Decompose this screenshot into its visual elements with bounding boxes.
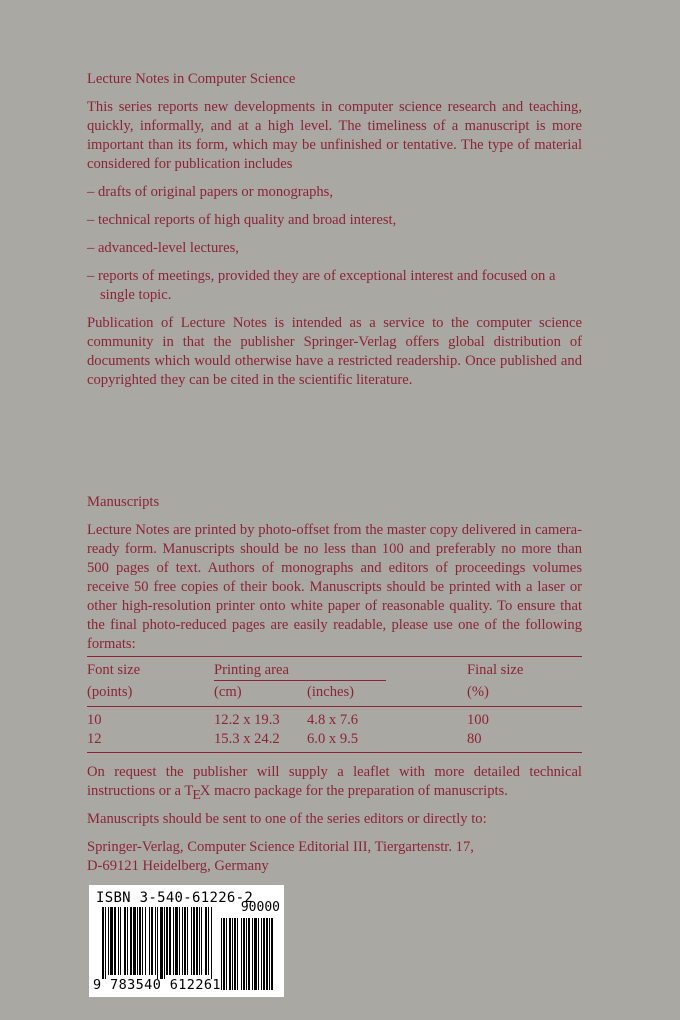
addon-bar — [258, 918, 259, 990]
table-row — [87, 730, 582, 749]
cell-inches: 6.0 x 9.5 — [307, 731, 359, 747]
barcode-bar — [199, 907, 200, 975]
manuscripts-title: Manuscripts — [87, 494, 160, 510]
barcode-bar — [145, 907, 146, 975]
barcode-bar — [211, 907, 212, 979]
table-bottom-rule — [87, 752, 582, 753]
barcode-bar — [108, 907, 109, 975]
addon-bar — [271, 918, 273, 990]
barcode-bar — [196, 907, 198, 975]
addon-bar — [269, 918, 270, 990]
addon-bar — [229, 918, 231, 990]
manuscripts-paragraph: Lecture Notes are printed by photo-offset from the master copy delivered in camera-ready form. Manuscripts should be no less than 100 and preferably no more than 500 pages of text. Authors of monographs and editors of proceedings volumes receive 50 free copies of their book. Manuscripts should be printed with a laser or other high-resolution printer onto white paper of reasonable quality. To ensure that the final photo-reduced pages are easily readable, please use one of the following formats: — [87, 522, 582, 652]
list-item: – drafts of original papers or monographs, — [87, 184, 334, 200]
formats-table — [87, 661, 582, 702]
addon-bar — [263, 918, 265, 990]
addon-bar — [246, 918, 247, 990]
ean-number: 9 783540 612261 — [93, 977, 221, 993]
barcode-bar — [155, 907, 156, 975]
list-item: – technical reports of high quality and broad interest, — [87, 212, 397, 228]
barcode-bar — [201, 907, 202, 975]
barcode-bar — [173, 907, 174, 975]
request-text-after: macro package for the preparation of manuscripts. — [210, 783, 508, 799]
barcode-bar — [160, 907, 163, 979]
tex-logo — [184, 783, 211, 803]
list-item: – advanced-level lectures, — [87, 240, 239, 256]
barcode-bar — [142, 907, 143, 975]
header-final-size: Final size — [467, 662, 524, 678]
barcode-bar — [127, 907, 128, 975]
addon-bar — [232, 918, 233, 990]
isbn-number: ISBN 3-540-61226-2 — [96, 890, 254, 906]
cell-final: 100 — [467, 712, 489, 728]
tex-e: E — [192, 788, 201, 803]
barcode-bar — [114, 907, 116, 975]
request-paragraph — [87, 763, 582, 801]
barcode-bar — [179, 907, 180, 975]
addon-bar — [266, 918, 268, 990]
barcode-bar — [208, 907, 209, 975]
formats-table-body — [87, 711, 582, 749]
addon-bar — [252, 918, 253, 990]
address-line-1: Springer-Verlag, Computer Science Editorial III, Tiergartenstr. 17, — [87, 839, 474, 855]
series-intro: This series reports new developments in computer science research and teaching, quickly, informally, and at a high level. The timeliness of a manuscript is more important than its form, which may be unfinished or tentative. The type of material considered for publication includes — [87, 99, 582, 172]
barcode-bar — [110, 907, 113, 975]
barcode-bar — [102, 907, 104, 979]
table-mid-rule — [87, 706, 582, 707]
tex-t: T — [184, 783, 194, 799]
addon-bar — [226, 918, 227, 990]
barcode-bar — [133, 907, 136, 975]
addon-bar — [234, 918, 236, 990]
barcode-bar — [149, 907, 150, 975]
header-inches: (inches) — [307, 684, 355, 700]
header-font-size: Font size — [87, 662, 141, 678]
barcode-bar — [105, 907, 106, 979]
request-text-before: On request the publisher will supply a leaflet with more detailed technical instructions or a — [87, 764, 582, 799]
price-code: 90000 — [240, 900, 280, 915]
cell-cm: 12.2 x 19.3 — [214, 712, 280, 728]
header-percent: (%) — [467, 684, 489, 700]
barcode-bar — [182, 907, 183, 975]
publication-paragraph: Publication of Lecture Notes is intended as a service to the computer science community in that the publisher Springer-Verlag offers global distribution of documents which would otherwise have a restricted readership. Once published and copyrighted they can be cited in the scientific literature. — [87, 315, 582, 388]
addon-bar — [261, 918, 262, 990]
header-cm: (cm) — [214, 684, 242, 700]
header-printing-area-cell — [214, 661, 467, 681]
cell-final: 80 — [467, 731, 482, 747]
barcode-bar — [169, 907, 171, 975]
barcode-bar — [137, 907, 138, 975]
cell-points: 12 — [87, 731, 102, 747]
addon-bar — [248, 918, 250, 990]
barcode-bar — [157, 907, 158, 979]
addon-bar — [243, 918, 245, 990]
barcode-bar — [166, 907, 168, 975]
cell-cm: 15.3 x 24.2 — [214, 731, 280, 747]
table-row — [87, 711, 582, 730]
barcode-bar — [187, 907, 188, 975]
barcode-bar — [193, 907, 195, 975]
barcode-bar — [191, 907, 192, 975]
barcode-bar — [175, 907, 178, 975]
barcode-bar — [124, 907, 126, 975]
barcode-bar — [184, 907, 186, 975]
barcode-bar — [130, 907, 132, 975]
table-top-rule — [87, 656, 582, 657]
barcode-bar — [118, 907, 119, 975]
header-points: (points) — [87, 684, 133, 700]
table-header-row — [87, 661, 582, 681]
cell-inches: 4.8 x 7.6 — [307, 712, 359, 728]
cell-points: 10 — [87, 712, 102, 728]
header-printing-area: Printing area — [214, 661, 386, 681]
list-item: – reports of meetings, provided they are of exceptional interest and focused on a single topic. — [87, 268, 556, 303]
addon-bar — [237, 918, 238, 990]
spacer — [87, 390, 582, 493]
addon-bar — [223, 918, 225, 990]
barcode-bar — [120, 907, 121, 975]
send-paragraph: Manuscripts should be sent to one of the series editors or directly to: — [87, 811, 487, 827]
tex-x: X — [199, 783, 211, 799]
back-cover-text — [87, 70, 582, 876]
series-title: Lecture Notes in Computer Science — [87, 71, 296, 87]
addon-bar — [221, 918, 222, 990]
barcode-bar — [151, 907, 153, 975]
table-header-units-row — [87, 681, 582, 702]
addon-bar — [241, 918, 242, 990]
barcode-bar — [205, 907, 207, 975]
address-line-2: D-69121 Heidelberg, Germany — [87, 858, 269, 874]
barcode-bar — [139, 907, 141, 975]
isbn-barcode — [89, 885, 284, 997]
barcode-bar — [164, 907, 165, 979]
addon-bar — [254, 918, 257, 990]
